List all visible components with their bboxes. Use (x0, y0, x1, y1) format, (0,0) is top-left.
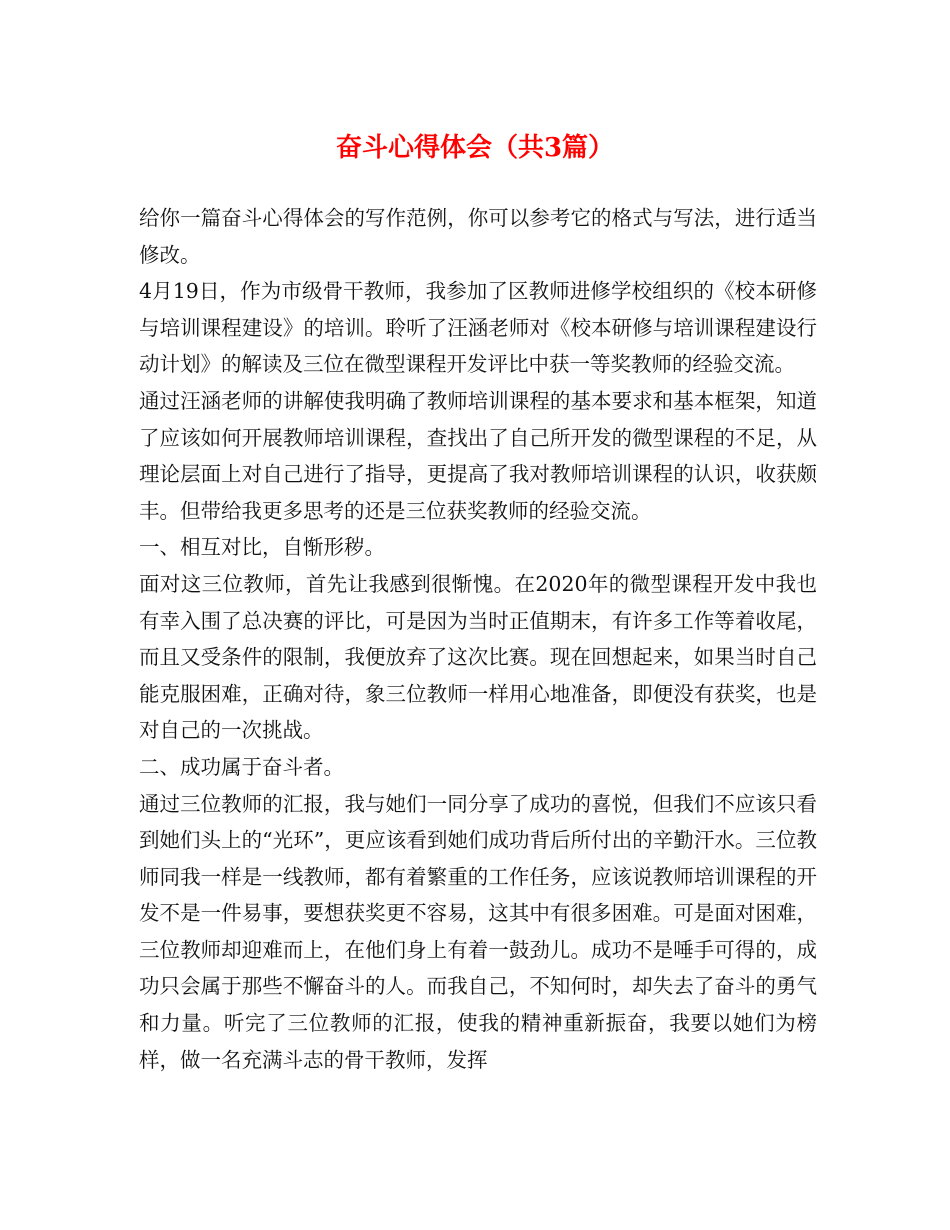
paragraph-reflection: 通过汪涵老师的讲解使我明确了教师培训课程的基本要求和基本框架，知道了应该如何开展教师培训课程，查找出了自己所开发的微型课程的不足，从理论层面上对自己进行了指导，更提高了我对教师培训课程的认识，收获颇丰。但带给我更多思考的还是三位获奖教师的经验交流。 (139, 388, 817, 523)
document-body (139, 200, 817, 1078)
paragraph-section-1: 面对这三位教师，首先让我感到很惭愧。在2020年的微型课程开发中我也有幸入围了总决赛的评比，可是因为当时正值期末，有许多工作等着收尾，而且又受条件的限制，我便放弃了这次比赛。现在回想起来，如果当时自己能克服困难，正确对待，象三位教师一样用心地准备，即便没有获奖，也是对自己的一次挑战。 (139, 571, 817, 743)
paragraph-section-2: 通过三位教师的汇报，我与她们一同分享了成功的喜悦，但我们不应该只看到她们头上的“光环”，更应该看到她们成功背后所付出的辛勤汗水。三位教师同我一样是一线教师，都有着繁重的工作任务，应该说教师培训课程的开发不是一件易事，要想获奖更不容易，这其中有很多困难。可是面对困难，三位教师却迎难而上，在他们身上有着一鼓劲儿。成功不是唾手可得的，成功只会属于那些不懈奋斗的人。而我自己，不知何时，却失去了奋斗的勇气和力量。听完了三位教师的汇报，使我的精神重新振奋，我要以她们为榜样，做一名充满斗志的骨干教师，发挥 (139, 791, 817, 1072)
section-heading-2: 二、成功属于奋斗者。 (139, 754, 344, 779)
section-heading-1: 一、相互对比，自惭形秽。 (139, 535, 385, 560)
paragraph-intro: 给你一篇奋斗心得体会的写作范例，你可以参考它的格式与写法，进行适当修改。 (139, 206, 817, 267)
paragraph-training: 4月19日，作为市级骨干教师，我参加了区教师进修学校组织的《校本研修与培训课程建设》的培训。聆听了汪涵老师对《校本研修与培训课程建设行动计划》的解读及三位在微型课程开发评比中获一等奖教师的经验交流。 (139, 279, 817, 377)
document-title: 奋斗心得体会（共3篇） (335, 133, 615, 163)
